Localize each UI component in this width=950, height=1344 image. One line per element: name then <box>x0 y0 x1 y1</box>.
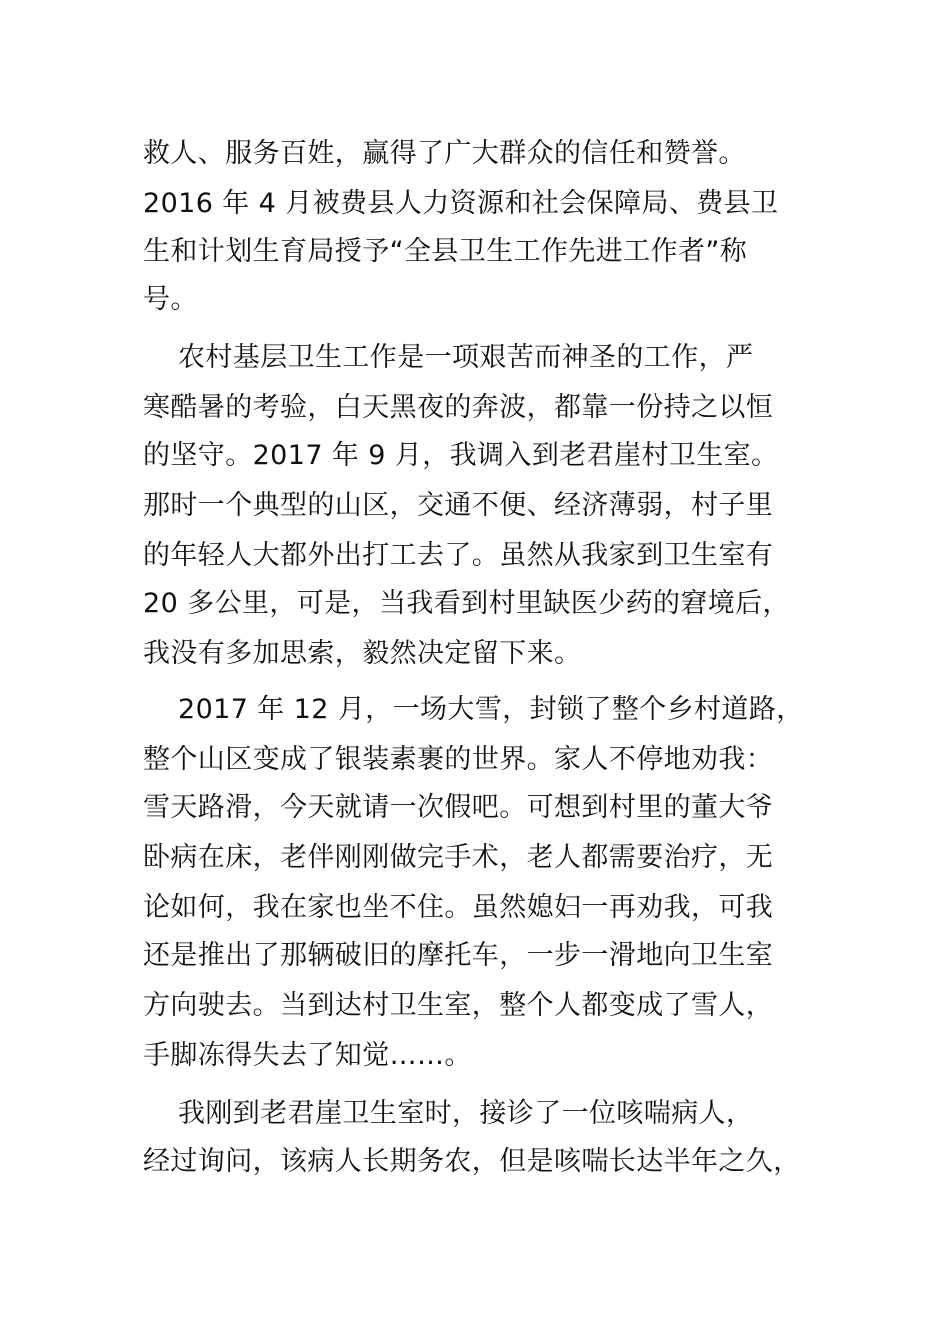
paragraph-1-line-4: 号。 <box>143 284 198 315</box>
paragraph-3-line-5: 论如何，我在家也坐不住。虽然媳妇一再劝我，可我 <box>143 892 774 923</box>
paragraph-4-line-1: 我刚到老君崖卫生室时，接诊了一位咳喘病人， <box>178 1098 754 1129</box>
paragraph-3-line-2: 整个山区变成了银装素裹的世界。家人不停地劝我： <box>143 744 774 775</box>
paragraph-2-line-7: 我没有多加思索，毅然决定留下来。 <box>143 638 582 669</box>
paragraph-4-line-2: 经过询问，该病人长期务农，但是咳喘长达半年之久， <box>143 1146 801 1177</box>
paragraph-3-line-8: 手脚冻得失去了知觉……。 <box>143 1040 472 1071</box>
paragraph-2-line-3: 的坚守。2017 年 9 月，我调入到老君崖村卫生室。 <box>143 440 779 471</box>
paragraph-2-line-1: 农村基层卫生工作是一项艰苦而神圣的工作，严 <box>178 342 754 373</box>
paragraph-3-line-3: 雪天路滑，今天就请一次假吧。可想到村里的董大爷 <box>143 792 774 823</box>
paragraph-2-line-5: 的年轻人大都外出打工去了。虽然从我家到卫生室有 <box>143 540 774 571</box>
paragraph-2-line-4: 那时一个典型的山区，交通不便、经济薄弱，村子里 <box>143 490 774 521</box>
paragraph-2-line-6: 20 多公里，可是，当我看到村里缺医少药的窘境后， <box>143 588 790 619</box>
paragraph-3-line-1: 2017 年 12 月，一场大雪，封锁了整个乡村道路， <box>178 694 804 725</box>
paragraph-1-line-2: 2016 年 4 月被费县人力资源和社会保障局、费县卫 <box>143 188 779 219</box>
paragraph-3-line-4: 卧病在床，老伴刚刚做完手术，老人都需要治疗，无 <box>143 842 774 873</box>
paragraph-3-line-7: 方向驶去。当到达村卫生室，整个人都变成了雪人， <box>143 990 774 1021</box>
paragraph-3-line-6: 还是推出了那辆破旧的摩托车，一步一滑地向卫生室 <box>143 940 774 971</box>
paragraph-1-line-1: 救人、服务百姓，赢得了广大群众的信任和赞誉。 <box>143 138 746 169</box>
paragraph-2-line-2: 寒酷暑的考验，白天黑夜的奔波，都靠一份持之以恒 <box>143 392 774 423</box>
paragraph-1-line-3: 生和计划生育局授予“全县卫生工作先进工作者”称 <box>143 236 748 267</box>
